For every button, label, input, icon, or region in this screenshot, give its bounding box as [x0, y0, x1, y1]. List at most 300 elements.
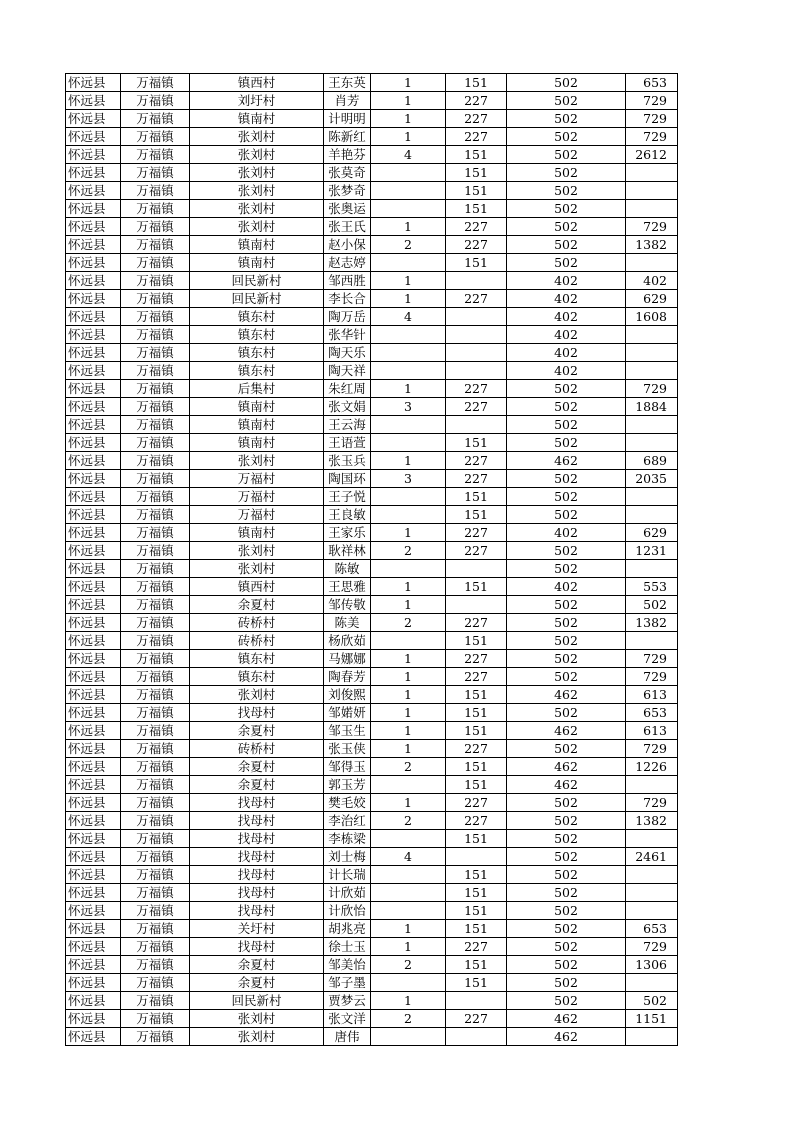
cell-count: 1 — [371, 578, 446, 596]
cell-county: 怀远县 — [66, 596, 121, 614]
cell-total — [626, 416, 678, 434]
data-table — [65, 73, 678, 1046]
table-row — [66, 848, 678, 866]
cell-amount-a: 227 — [446, 1010, 507, 1028]
cell-county: 怀远县 — [66, 380, 121, 398]
cell-town: 万福镇 — [121, 326, 190, 344]
cell-count: 1 — [371, 992, 446, 1010]
table-row — [66, 686, 678, 704]
table-row — [66, 1028, 678, 1046]
cell-amount-b: 502 — [507, 956, 626, 974]
cell-amount-b: 502 — [507, 614, 626, 632]
cell-amount-a: 151 — [446, 488, 507, 506]
cell-name: 王云海 — [324, 416, 371, 434]
cell-count: 1 — [371, 938, 446, 956]
cell-amount-b: 502 — [507, 650, 626, 668]
table-row — [66, 308, 678, 326]
cell-county: 怀远县 — [66, 560, 121, 578]
cell-village: 找母村 — [190, 848, 324, 866]
cell-amount-b: 502 — [507, 164, 626, 182]
cell-amount-a: 227 — [446, 110, 507, 128]
cell-village: 镇南村 — [190, 416, 324, 434]
cell-amount-b: 502 — [507, 596, 626, 614]
cell-count — [371, 902, 446, 920]
table-row — [66, 92, 678, 110]
cell-village: 镇西村 — [190, 74, 324, 92]
cell-county: 怀远县 — [66, 956, 121, 974]
cell-amount-b: 502 — [507, 794, 626, 812]
cell-count: 4 — [371, 848, 446, 866]
cell-total: 729 — [626, 668, 678, 686]
table-row — [66, 794, 678, 812]
cell-county: 怀远县 — [66, 506, 121, 524]
cell-county: 怀远县 — [66, 974, 121, 992]
cell-amount-a: 227 — [446, 668, 507, 686]
cell-amount-b: 462 — [507, 452, 626, 470]
cell-name: 刘俊熙 — [324, 686, 371, 704]
cell-county: 怀远县 — [66, 326, 121, 344]
cell-name: 王思雅 — [324, 578, 371, 596]
cell-count: 1 — [371, 218, 446, 236]
cell-village: 张刘村 — [190, 182, 324, 200]
cell-town: 万福镇 — [121, 668, 190, 686]
table-row — [66, 398, 678, 416]
cell-county: 怀远县 — [66, 290, 121, 308]
cell-count: 1 — [371, 272, 446, 290]
cell-total: 1382 — [626, 236, 678, 254]
cell-count — [371, 434, 446, 452]
cell-county: 怀远县 — [66, 488, 121, 506]
cell-count: 1 — [371, 704, 446, 722]
cell-name: 邹得玉 — [324, 758, 371, 776]
cell-count: 1 — [371, 596, 446, 614]
cell-name: 杨欣茹 — [324, 632, 371, 650]
cell-name: 邹玉生 — [324, 722, 371, 740]
cell-name: 计欣怡 — [324, 902, 371, 920]
cell-village: 张刘村 — [190, 1010, 324, 1028]
cell-count: 2 — [371, 956, 446, 974]
cell-amount-b: 462 — [507, 758, 626, 776]
cell-name: 王子悦 — [324, 488, 371, 506]
cell-count: 1 — [371, 290, 446, 308]
cell-village: 张刘村 — [190, 542, 324, 560]
cell-name: 王语萱 — [324, 434, 371, 452]
cell-town: 万福镇 — [121, 182, 190, 200]
cell-amount-a: 151 — [446, 956, 507, 974]
cell-amount-a: 151 — [446, 74, 507, 92]
cell-count: 1 — [371, 380, 446, 398]
cell-count — [371, 254, 446, 272]
table-row — [66, 830, 678, 848]
cell-amount-a: 227 — [446, 236, 507, 254]
cell-town: 万福镇 — [121, 1028, 190, 1046]
cell-town: 万福镇 — [121, 218, 190, 236]
cell-name: 张文娟 — [324, 398, 371, 416]
cell-amount-a — [446, 992, 507, 1010]
cell-town: 万福镇 — [121, 866, 190, 884]
cell-total — [626, 434, 678, 452]
cell-count: 2 — [371, 758, 446, 776]
cell-name: 王良敏 — [324, 506, 371, 524]
cell-amount-a: 151 — [446, 506, 507, 524]
cell-town: 万福镇 — [121, 488, 190, 506]
cell-count: 1 — [371, 668, 446, 686]
cell-village: 镇东村 — [190, 308, 324, 326]
cell-count: 3 — [371, 398, 446, 416]
table-row — [66, 776, 678, 794]
cell-total: 653 — [626, 74, 678, 92]
cell-name: 唐伟 — [324, 1028, 371, 1046]
cell-amount-a: 151 — [446, 884, 507, 902]
cell-town: 万福镇 — [121, 74, 190, 92]
cell-town: 万福镇 — [121, 452, 190, 470]
cell-town: 万福镇 — [121, 380, 190, 398]
cell-amount-b: 502 — [507, 704, 626, 722]
cell-name: 张奥运 — [324, 200, 371, 218]
cell-count: 1 — [371, 722, 446, 740]
cell-village: 余夏村 — [190, 956, 324, 974]
cell-county: 怀远县 — [66, 722, 121, 740]
cell-town: 万福镇 — [121, 362, 190, 380]
cell-town: 万福镇 — [121, 758, 190, 776]
cell-county: 怀远县 — [66, 758, 121, 776]
cell-amount-b: 462 — [507, 686, 626, 704]
cell-village: 镇南村 — [190, 254, 324, 272]
table-row — [66, 236, 678, 254]
cell-amount-a: 227 — [446, 614, 507, 632]
cell-amount-a — [446, 326, 507, 344]
cell-amount-b: 462 — [507, 1010, 626, 1028]
cell-county: 怀远县 — [66, 920, 121, 938]
cell-amount-b: 502 — [507, 128, 626, 146]
cell-amount-a: 151 — [446, 704, 507, 722]
cell-amount-b: 502 — [507, 470, 626, 488]
table-row — [66, 146, 678, 164]
cell-amount-a: 151 — [446, 434, 507, 452]
table-row — [66, 866, 678, 884]
cell-village: 张刘村 — [190, 200, 324, 218]
cell-county: 怀远县 — [66, 902, 121, 920]
cell-amount-a — [446, 308, 507, 326]
cell-town: 万福镇 — [121, 812, 190, 830]
cell-total — [626, 488, 678, 506]
cell-village: 砖桥村 — [190, 740, 324, 758]
table-row — [66, 704, 678, 722]
cell-total — [626, 182, 678, 200]
cell-village: 回民新村 — [190, 290, 324, 308]
cell-amount-a: 151 — [446, 578, 507, 596]
cell-total: 729 — [626, 794, 678, 812]
table-row — [66, 920, 678, 938]
cell-total: 1231 — [626, 542, 678, 560]
cell-total: 729 — [626, 650, 678, 668]
cell-town: 万福镇 — [121, 254, 190, 272]
cell-village: 关圩村 — [190, 920, 324, 938]
cell-town: 万福镇 — [121, 704, 190, 722]
cell-total: 1306 — [626, 956, 678, 974]
cell-count: 1 — [371, 650, 446, 668]
cell-village: 砖桥村 — [190, 614, 324, 632]
table-row — [66, 668, 678, 686]
cell-county: 怀远县 — [66, 416, 121, 434]
cell-total — [626, 254, 678, 272]
cell-village: 余夏村 — [190, 974, 324, 992]
cell-amount-a — [446, 272, 507, 290]
table-row — [66, 722, 678, 740]
cell-amount-a: 151 — [446, 686, 507, 704]
cell-town: 万福镇 — [121, 290, 190, 308]
cell-count: 1 — [371, 740, 446, 758]
cell-total: 729 — [626, 380, 678, 398]
cell-town: 万福镇 — [121, 776, 190, 794]
cell-town: 万福镇 — [121, 542, 190, 560]
cell-county: 怀远县 — [66, 524, 121, 542]
cell-village: 刘圩村 — [190, 92, 324, 110]
cell-town: 万福镇 — [121, 146, 190, 164]
cell-amount-b: 502 — [507, 218, 626, 236]
cell-village: 余夏村 — [190, 722, 324, 740]
cell-total: 2612 — [626, 146, 678, 164]
cell-amount-a — [446, 848, 507, 866]
cell-amount-b: 462 — [507, 776, 626, 794]
cell-amount-a — [446, 362, 507, 380]
cell-total: 729 — [626, 938, 678, 956]
cell-village: 镇东村 — [190, 344, 324, 362]
cell-town: 万福镇 — [121, 308, 190, 326]
cell-amount-b: 502 — [507, 236, 626, 254]
table-row — [66, 74, 678, 92]
cell-amount-b: 402 — [507, 326, 626, 344]
cell-count: 3 — [371, 470, 446, 488]
cell-amount-a: 151 — [446, 866, 507, 884]
cell-village: 找母村 — [190, 938, 324, 956]
cell-count — [371, 632, 446, 650]
cell-name: 朱红周 — [324, 380, 371, 398]
cell-total — [626, 866, 678, 884]
cell-total: 1226 — [626, 758, 678, 776]
cell-total: 502 — [626, 596, 678, 614]
cell-village: 张刘村 — [190, 146, 324, 164]
cell-county: 怀远县 — [66, 200, 121, 218]
cell-total: 629 — [626, 290, 678, 308]
cell-town: 万福镇 — [121, 128, 190, 146]
cell-village: 张刘村 — [190, 686, 324, 704]
cell-amount-a: 227 — [446, 470, 507, 488]
cell-amount-b: 502 — [507, 902, 626, 920]
cell-count — [371, 326, 446, 344]
cell-count — [371, 776, 446, 794]
table-row — [66, 884, 678, 902]
cell-county: 怀远县 — [66, 254, 121, 272]
table-row — [66, 1010, 678, 1028]
cell-county: 怀远县 — [66, 992, 121, 1010]
cell-total: 402 — [626, 272, 678, 290]
cell-amount-b: 402 — [507, 308, 626, 326]
cell-name: 张梦奇 — [324, 182, 371, 200]
cell-amount-a: 151 — [446, 182, 507, 200]
cell-amount-a — [446, 1028, 507, 1046]
cell-count: 1 — [371, 92, 446, 110]
table-row — [66, 524, 678, 542]
table-row — [66, 812, 678, 830]
cell-count: 1 — [371, 794, 446, 812]
cell-amount-a: 227 — [446, 398, 507, 416]
cell-amount-b: 502 — [507, 74, 626, 92]
cell-county: 怀远县 — [66, 938, 121, 956]
cell-village: 镇南村 — [190, 524, 324, 542]
cell-name: 赵志婷 — [324, 254, 371, 272]
cell-count: 1 — [371, 920, 446, 938]
cell-village: 张刘村 — [190, 452, 324, 470]
cell-village: 回民新村 — [190, 272, 324, 290]
cell-amount-a: 227 — [446, 938, 507, 956]
cell-amount-b: 502 — [507, 434, 626, 452]
table-row — [66, 128, 678, 146]
cell-amount-a: 227 — [446, 128, 507, 146]
cell-total: 729 — [626, 110, 678, 128]
cell-amount-b: 502 — [507, 848, 626, 866]
cell-count: 1 — [371, 128, 446, 146]
cell-count: 2 — [371, 614, 446, 632]
cell-village: 找母村 — [190, 794, 324, 812]
cell-amount-b: 502 — [507, 632, 626, 650]
cell-village: 找母村 — [190, 830, 324, 848]
cell-total — [626, 506, 678, 524]
cell-town: 万福镇 — [121, 596, 190, 614]
cell-total: 1382 — [626, 614, 678, 632]
cell-amount-b: 502 — [507, 830, 626, 848]
cell-count: 1 — [371, 110, 446, 128]
cell-town: 万福镇 — [121, 110, 190, 128]
cell-amount-b: 502 — [507, 254, 626, 272]
cell-amount-b: 502 — [507, 416, 626, 434]
cell-amount-a: 151 — [446, 920, 507, 938]
cell-county: 怀远县 — [66, 650, 121, 668]
cell-county: 怀远县 — [66, 344, 121, 362]
cell-village: 余夏村 — [190, 596, 324, 614]
table-row — [66, 650, 678, 668]
cell-total — [626, 632, 678, 650]
cell-county: 怀远县 — [66, 1010, 121, 1028]
cell-county: 怀远县 — [66, 272, 121, 290]
cell-name: 贾梦云 — [324, 992, 371, 1010]
cell-town: 万福镇 — [121, 614, 190, 632]
cell-name: 邹子墨 — [324, 974, 371, 992]
cell-count — [371, 200, 446, 218]
cell-village: 找母村 — [190, 704, 324, 722]
cell-amount-a: 151 — [446, 164, 507, 182]
cell-amount-b: 502 — [507, 920, 626, 938]
cell-amount-b: 462 — [507, 1028, 626, 1046]
cell-total — [626, 974, 678, 992]
cell-amount-b: 502 — [507, 380, 626, 398]
cell-county: 怀远县 — [66, 470, 121, 488]
cell-village: 万福村 — [190, 470, 324, 488]
cell-village: 张刘村 — [190, 560, 324, 578]
cell-amount-a: 227 — [446, 812, 507, 830]
cell-town: 万福镇 — [121, 398, 190, 416]
cell-county: 怀远县 — [66, 614, 121, 632]
cell-amount-b: 502 — [507, 542, 626, 560]
cell-total: 653 — [626, 920, 678, 938]
cell-count — [371, 830, 446, 848]
cell-count — [371, 974, 446, 992]
cell-total: 502 — [626, 992, 678, 1010]
table-row — [66, 326, 678, 344]
cell-town: 万福镇 — [121, 740, 190, 758]
cell-name: 陶万岳 — [324, 308, 371, 326]
cell-town: 万福镇 — [121, 164, 190, 182]
cell-amount-b: 502 — [507, 398, 626, 416]
cell-name: 马娜娜 — [324, 650, 371, 668]
cell-town: 万福镇 — [121, 272, 190, 290]
cell-amount-b: 402 — [507, 362, 626, 380]
cell-total: 613 — [626, 722, 678, 740]
table-row — [66, 974, 678, 992]
cell-village: 张刘村 — [190, 164, 324, 182]
cell-name: 樊毛姣 — [324, 794, 371, 812]
cell-village: 镇东村 — [190, 668, 324, 686]
table-row — [66, 416, 678, 434]
cell-village: 镇南村 — [190, 236, 324, 254]
table-row — [66, 182, 678, 200]
cell-county: 怀远县 — [66, 704, 121, 722]
cell-village: 张刘村 — [190, 218, 324, 236]
cell-town: 万福镇 — [121, 650, 190, 668]
cell-county: 怀远县 — [66, 146, 121, 164]
cell-count: 4 — [371, 308, 446, 326]
cell-total: 1151 — [626, 1010, 678, 1028]
cell-amount-b: 502 — [507, 110, 626, 128]
cell-name: 肖芳 — [324, 92, 371, 110]
cell-county: 怀远县 — [66, 236, 121, 254]
cell-count: 2 — [371, 812, 446, 830]
cell-county: 怀远县 — [66, 74, 121, 92]
cell-total: 613 — [626, 686, 678, 704]
cell-county: 怀远县 — [66, 128, 121, 146]
cell-amount-a: 227 — [446, 218, 507, 236]
cell-county: 怀远县 — [66, 830, 121, 848]
cell-town: 万福镇 — [121, 632, 190, 650]
cell-county: 怀远县 — [66, 686, 121, 704]
cell-county: 怀远县 — [66, 92, 121, 110]
cell-total — [626, 200, 678, 218]
cell-amount-a: 151 — [446, 830, 507, 848]
cell-amount-a: 151 — [446, 146, 507, 164]
cell-amount-a: 227 — [446, 794, 507, 812]
cell-count — [371, 362, 446, 380]
cell-amount-a — [446, 416, 507, 434]
cell-amount-a: 227 — [446, 740, 507, 758]
cell-amount-b: 402 — [507, 290, 626, 308]
cell-town: 万福镇 — [121, 902, 190, 920]
cell-name: 李治红 — [324, 812, 371, 830]
table-row — [66, 614, 678, 632]
cell-name: 胡兆亮 — [324, 920, 371, 938]
cell-name: 郭玉芳 — [324, 776, 371, 794]
cell-county: 怀远县 — [66, 218, 121, 236]
cell-town: 万福镇 — [121, 884, 190, 902]
cell-village: 余夏村 — [190, 758, 324, 776]
cell-county: 怀远县 — [66, 578, 121, 596]
cell-amount-b: 502 — [507, 560, 626, 578]
cell-amount-b: 502 — [507, 200, 626, 218]
cell-town: 万福镇 — [121, 830, 190, 848]
table-row — [66, 290, 678, 308]
cell-count: 2 — [371, 1010, 446, 1028]
cell-amount-b: 502 — [507, 146, 626, 164]
cell-amount-a: 151 — [446, 632, 507, 650]
